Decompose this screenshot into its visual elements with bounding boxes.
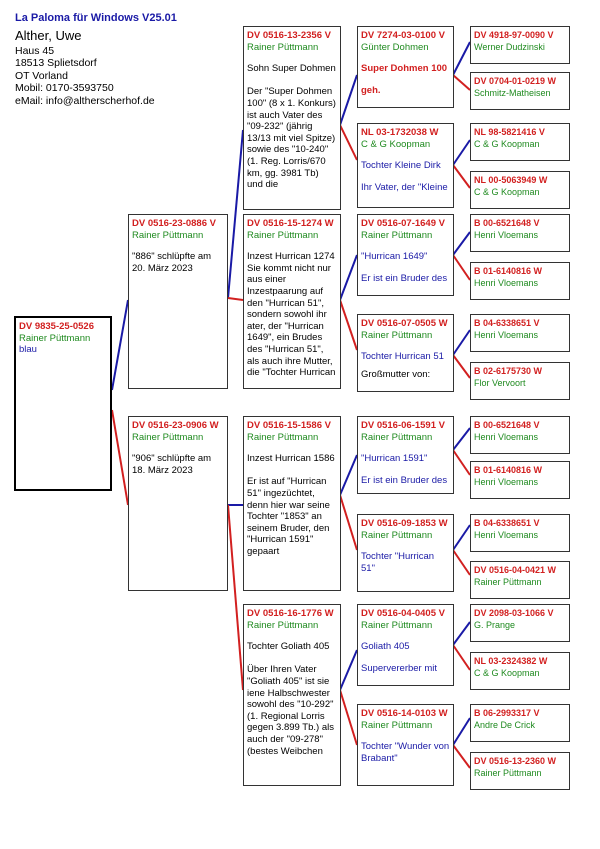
app-title: La Paloma für Windows V25.01 [15, 12, 177, 24]
gg-grandparent-card[interactable] [470, 314, 570, 352]
breeder-name: Rainer Püttmann [19, 332, 91, 344]
pigeon-note: Goliath 405 [361, 641, 410, 653]
pigeon-note: Super Dohmen 100 [361, 63, 448, 75]
ring-number: B 01-6140816 W [474, 465, 543, 475]
ring-number: NL 03-1732038 W [361, 127, 439, 138]
grandparent-card[interactable] [243, 214, 341, 389]
ring-number: NL 98-5821416 V [474, 127, 545, 137]
grandparent-card[interactable] [243, 416, 341, 591]
email-line: eMail: info@altherscherhof.de [15, 94, 155, 107]
breeder-name: Rainer Püttmann [247, 431, 319, 443]
breeder-name: Rainer Püttmann [247, 41, 319, 53]
dam-card[interactable] [128, 416, 228, 591]
ring-number: DV 0516-09-1853 W [361, 518, 448, 529]
ring-number: DV 0516-07-1649 V [361, 218, 445, 229]
gg-grandparent-card[interactable] [470, 704, 570, 742]
pigeon-note: Großmutter von: [361, 368, 431, 380]
breeder-name: Rainer Püttmann [247, 619, 319, 631]
great-grandparent-card[interactable] [357, 704, 454, 786]
gg-grandparent-card[interactable] [470, 416, 570, 454]
breeder-name: Rainer Püttmann [474, 576, 542, 587]
ring-number: DV 0516-13-2360 W [474, 756, 557, 766]
breeder-name: C & G Koopman [474, 186, 540, 197]
gg-grandparent-card[interactable] [470, 171, 570, 209]
pigeon-note: Ihr Vater, der "Kleine [361, 181, 448, 193]
breeder-name: Schmitz-Matheisen [474, 87, 551, 98]
pigeon-note: geh. [361, 84, 381, 96]
ring-number: DV 0704-01-0219 W [474, 76, 557, 86]
ring-number: B 04-6338651 V [474, 518, 540, 528]
pigeon-note: Tochter "Hurrican 51" [361, 551, 437, 574]
ring-number: B 06-2993317 V [474, 708, 540, 718]
gg-grandparent-card[interactable] [470, 752, 570, 790]
breeder-name: Rainer Püttmann [247, 229, 319, 241]
breeder-name: G. Prange [474, 619, 516, 630]
gg-grandparent-card[interactable] [470, 461, 570, 499]
pigeon-description: "906" schlüpfte am 18. März 2023 [132, 453, 214, 476]
gg-grandparent-card[interactable] [470, 26, 570, 64]
great-grandparent-card[interactable] [357, 26, 454, 108]
ring-number: B 00-6521648 V [474, 420, 540, 430]
great-grandparent-card[interactable] [357, 416, 454, 494]
pigeon-note: Er ist ein Bruder des [361, 474, 448, 486]
breeder-name: Günter Dohmen [361, 41, 429, 53]
pigeon-note: "Hurrican 1649" [361, 251, 428, 263]
ring-number: DV 9835-25-0526 [19, 321, 94, 332]
pigeon-description: Inzest Hurrican 1586 Er ist auf "Hurrican 51" ingezüchtet, denn hier war seine Tochter "1853" an seinem Bruder, den "Hurrican 1591" gepaart [247, 453, 335, 557]
gg-grandparent-card[interactable] [470, 262, 570, 300]
great-grandparent-card[interactable] [357, 514, 454, 592]
pigeon-note: Supervererber mit [361, 662, 438, 674]
ring-number: DV 0516-16-1776 W [247, 608, 334, 619]
breeder-name: Henri Vloemans [474, 476, 539, 487]
pigeon-note: Tochter Hurrican 51 [361, 351, 444, 363]
breeder-name: Rainer Püttmann [361, 529, 433, 541]
owner-name: Alther, Uwe [15, 28, 82, 43]
ring-number: DV 0516-15-1274 W [247, 218, 334, 229]
pigeon-color: blau [19, 344, 37, 356]
ring-number: B 01-6140816 W [474, 266, 543, 276]
phone-line: Mobil: 0170-3593750 [15, 82, 114, 95]
ring-number: DV 0516-23-0906 W [132, 420, 219, 431]
pigeon-description: Inzest Hurrican 1274 Sie kommt nicht nur aus einer Inzestpaarung auf den "Hurrican 51", sondern sowohl ihr ater, der "Hurrican 1649", ein Brudes des "Hurrican 51", als auch ihre Mutter, die "Tochter Hurrican [247, 251, 338, 379]
gg-grandparent-card[interactable] [470, 123, 570, 161]
great-grandparent-card[interactable] [357, 123, 454, 208]
ring-number: DV 7274-03-0100 V [361, 30, 445, 41]
gg-grandparent-card[interactable] [470, 214, 570, 252]
breeder-name: Rainer Püttmann [361, 229, 433, 241]
pigeon-note: Tochter "Wunder von Brabant" [361, 741, 452, 764]
ring-number: DV 0516-07-0505 W [361, 318, 448, 329]
breeder-name: C & G Koopman [474, 138, 540, 149]
grandparent-card[interactable] [243, 604, 341, 786]
pigeon-note: Er ist ein Bruder des [361, 272, 448, 284]
breeder-name: Henri Vloemans [474, 529, 539, 540]
ring-number: DV 0516-06-1591 V [361, 420, 445, 431]
pigeon-description: Tochter Goliath 405 Über Ihren Vater "Goliath 405" ist sie iene Halbschwester sowohl des "10-292" (1. Regional Lorris gegen 3.899 Tb.) als auch der "09-278" (bestes Weibchen [247, 641, 334, 757]
ring-number: DV 4918-97-0090 V [474, 30, 554, 40]
ring-number: DV 0516-13-2356 V [247, 30, 331, 41]
breeder-name: C & G Koopman [474, 667, 540, 678]
breeder-name: Rainer Püttmann [361, 431, 433, 443]
breeder-name: Flor Vervoort [474, 377, 526, 388]
address-line: Haus 45 [15, 45, 55, 57]
gg-grandparent-card[interactable] [470, 604, 570, 642]
breeder-name: Henri Vloemans [474, 277, 539, 288]
breeder-name: Rainer Püttmann [132, 229, 204, 241]
gg-grandparent-card[interactable] [470, 362, 570, 400]
ring-number: B 02-6175730 W [474, 366, 543, 376]
gg-grandparent-card[interactable] [470, 561, 570, 599]
ring-number: DV 0516-23-0886 V [132, 218, 216, 229]
breeder-name: Henri Vloemans [474, 329, 539, 340]
breeder-name: Henri Vloemans [474, 431, 539, 442]
breeder-name: Andre De Crick [474, 719, 536, 730]
breeder-name: Rainer Püttmann [361, 719, 433, 731]
breeder-name: Werner Dudzinski [474, 41, 545, 52]
pigeon-note: Tochter Kleine Dirk [361, 160, 441, 172]
address-line: OT Vorland [15, 69, 68, 82]
sire-card[interactable] [128, 214, 228, 389]
breeder-name: C & G Koopman [361, 138, 431, 150]
ring-number: B 04-6338651 V [474, 318, 540, 328]
pigeon-description: "886" schlüpfte am 20. März 2023 [132, 251, 214, 274]
ring-number: NL 00-5063949 W [474, 175, 548, 185]
gg-grandparent-card[interactable] [470, 652, 570, 690]
gg-grandparent-card[interactable] [470, 72, 570, 110]
ring-number: DV 0516-14-0103 W [361, 708, 448, 719]
breeder-name: Rainer Püttmann [361, 329, 433, 341]
ring-number: DV 2098-03-1066 V [474, 608, 554, 618]
ring-number: DV 0516-15-1586 V [247, 420, 331, 431]
pigeon-description: Sohn Super Dohmen Der "Super Dohmen 100" (8 x 1. Konkurs) ist auch Vater des "09-232" (jährig 13/13 mit viel Spitze) sowie des "10-240" (1. Reg. Lorris/670 km, gg. 3981 Tb) und die [247, 63, 336, 191]
ring-number: NL 03-2324382 W [474, 656, 548, 666]
breeder-name: Rainer Püttmann [474, 767, 542, 778]
pigeon-note: "Hurrican 1591" [361, 453, 428, 465]
breeder-name: Henri Vloemans [474, 229, 539, 240]
breeder-name: Rainer Püttmann [361, 619, 433, 631]
ring-number: B 00-6521648 V [474, 218, 540, 228]
great-grandparent-card[interactable] [357, 314, 454, 392]
main-pigeon-card[interactable] [14, 316, 112, 491]
great-grandparent-card[interactable] [357, 604, 454, 686]
breeder-name: Rainer Püttmann [132, 431, 204, 443]
address-line: 18513 Splietsdorf [15, 57, 97, 70]
ring-number: DV 0516-04-0421 W [474, 565, 557, 575]
great-grandparent-card[interactable] [357, 214, 454, 296]
ring-number: DV 0516-04-0405 V [361, 608, 445, 619]
gg-grandparent-card[interactable] [470, 514, 570, 552]
grandparent-card[interactable] [243, 26, 341, 210]
